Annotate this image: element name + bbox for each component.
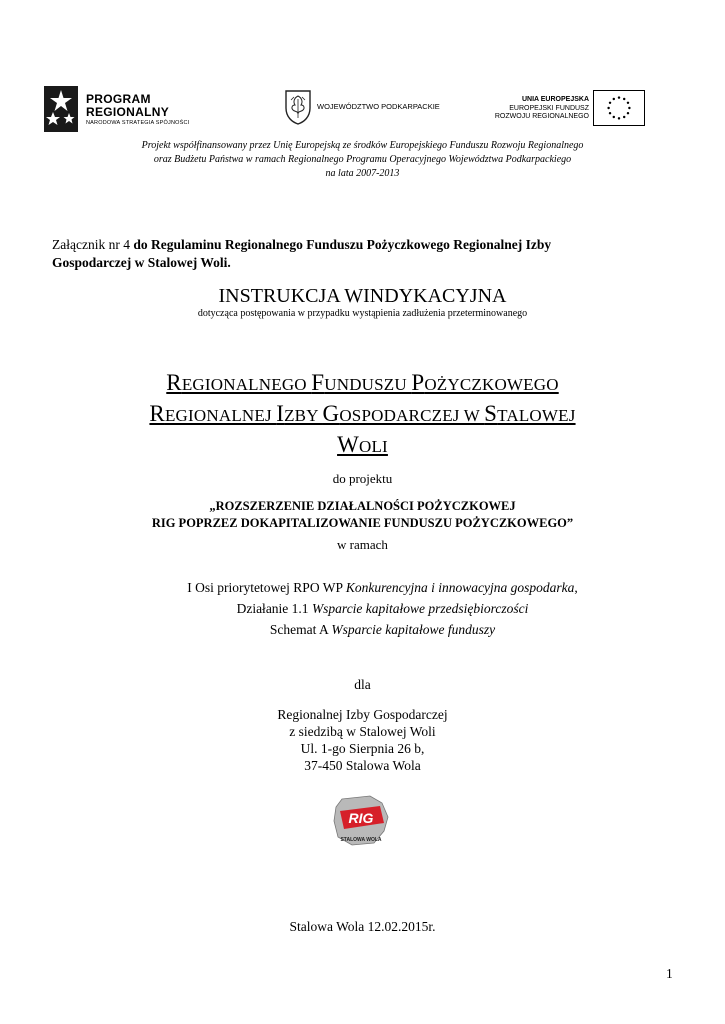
document-date: Stalowa Wola 12.02.2015r. bbox=[289, 919, 436, 934]
cofinancing-line3: na lata 2007-2013 bbox=[325, 168, 400, 179]
program-detail-action bbox=[20, 598, 725, 619]
annex-text-line2: Gospodarczej w Stalowej Woli. bbox=[52, 255, 231, 270]
fund-word-cap: R bbox=[149, 401, 165, 426]
do-projektu-label: do projektu bbox=[332, 471, 393, 486]
program-logo-line1: PROGRAM bbox=[86, 92, 151, 106]
fund-word-rest: OŻYCZKOWEGO bbox=[424, 375, 559, 394]
dla-label: dla bbox=[354, 677, 371, 692]
fund-name bbox=[0, 368, 725, 461]
eu-flag-icon bbox=[593, 90, 645, 126]
program-detail-italic: Wsparcie kapitałowe funduszy bbox=[331, 622, 496, 637]
program-detail-italic: Konkurencyjna i innowacyjna gospodarka bbox=[345, 580, 575, 595]
program-detail-plain: Działanie 1.1 bbox=[236, 601, 312, 616]
fund-word-rest: ZBY bbox=[284, 406, 323, 425]
program-regionalny-logo bbox=[44, 86, 204, 132]
fund-word-rest: EGIONALNEGO bbox=[181, 375, 312, 394]
page-number: 1 bbox=[666, 966, 673, 981]
address-block bbox=[0, 706, 725, 774]
project-name-line1: „ROZSZERZENIE DZIAŁALNOŚCI POŻYCZKOWEJ bbox=[209, 499, 516, 513]
fund-word-cap: S bbox=[484, 401, 498, 426]
address-line: Ul. 1-go Sierpnia 26 b, bbox=[300, 741, 425, 756]
voivodeship-label: WOJEWÓDZTWO PODKARPACKIE bbox=[317, 102, 440, 111]
program-detail-axis bbox=[20, 577, 725, 598]
rig-logo-subtext: STALOWA WOLA bbox=[340, 837, 382, 843]
program-regionalny-emblem-icon bbox=[44, 86, 78, 132]
eu-logo bbox=[480, 90, 645, 128]
fund-word-rest: EGIONALNEJ bbox=[164, 406, 277, 425]
fund-word-cap: G bbox=[322, 401, 340, 426]
fund-word-cap: P bbox=[411, 370, 425, 395]
w-ramach-label: w ramach bbox=[337, 537, 388, 552]
rig-logo bbox=[330, 793, 392, 849]
fund-word-cap: R bbox=[166, 370, 182, 395]
project-name bbox=[0, 498, 725, 532]
project-name-line2: RIG POPRZEZ DOKAPITALIZOWANIE FUNDUSZU POŻYCZKOWEGO” bbox=[151, 516, 574, 530]
fund-name-line3 bbox=[0, 430, 725, 461]
eu-logo-line3: ROZWOJU REGIONALNEGO bbox=[494, 113, 589, 120]
program-logo-line3: NARODOWA STRATEGIA SPÓJNOŚCI bbox=[86, 120, 190, 126]
program-detail-scheme bbox=[20, 619, 725, 640]
address-line: z siedzibą w Stalowej Woli bbox=[289, 724, 436, 739]
program-details bbox=[20, 577, 725, 640]
document-title: INSTRUKCJA WINDYKACYJNA bbox=[218, 285, 507, 307]
rig-logo-text: RIG bbox=[348, 810, 374, 826]
fund-word-cap: F bbox=[311, 370, 325, 395]
eu-logo-line2: EUROPEJSKI FUNDUSZ bbox=[509, 104, 589, 112]
address-line: 37-450 Stalowa Wola bbox=[304, 758, 421, 773]
fund-word-rest: OLI bbox=[358, 437, 388, 456]
eu-logo-text bbox=[495, 96, 589, 122]
program-detail-after: , bbox=[574, 580, 578, 595]
annex-header bbox=[52, 236, 652, 272]
wojewodztwo-podkarpackie-logo bbox=[283, 88, 453, 128]
program-detail-plain: I Osi priorytetowej RPO WP bbox=[187, 580, 346, 595]
eu-logo-line1: UNIA EUROPEJSKA bbox=[521, 96, 589, 103]
document-subtitle: dotycząca postępowania w przypadku wystąpienia zadłużenia przeterminowanego bbox=[197, 308, 528, 319]
fund-word-rest: UNDUSZU bbox=[324, 375, 412, 394]
fund-word-rest: OSPODARCZEJ W bbox=[339, 406, 485, 425]
address-line: Regionalnej Izby Gospodarczej bbox=[277, 707, 448, 722]
program-detail-italic: Wsparcie kapitałowe przedsiębiorczości bbox=[311, 601, 529, 616]
fund-word-rest: TALOWEJ bbox=[497, 406, 576, 425]
annex-prefix: Załącznik nr 4 bbox=[52, 237, 134, 252]
cofinancing-line1: Projekt współfinansowany przez Unię Europejską ze środków Europejskiego Funduszu Rozwoju Regionalnego bbox=[141, 140, 584, 151]
cofinancing-line2: oraz Budżetu Państwa w ramach Regionalnego Programu Operacyjnego Województwa Podkarpackiego bbox=[153, 154, 572, 165]
coat-of-arms-icon bbox=[283, 88, 313, 126]
annex-text-line1: do Regulaminu Regionalnego Funduszu Pożyczkowego Regionalnej Izby bbox=[133, 237, 552, 252]
program-logo-line2: REGIONALNY bbox=[86, 105, 170, 119]
fund-word-cap: I bbox=[276, 401, 285, 426]
program-detail-plain: Schemat A bbox=[269, 622, 332, 637]
fund-name-line2 bbox=[0, 399, 725, 430]
fund-name-line1 bbox=[0, 368, 725, 399]
cofinancing-note bbox=[0, 139, 725, 181]
fund-word-cap: W bbox=[337, 432, 359, 457]
